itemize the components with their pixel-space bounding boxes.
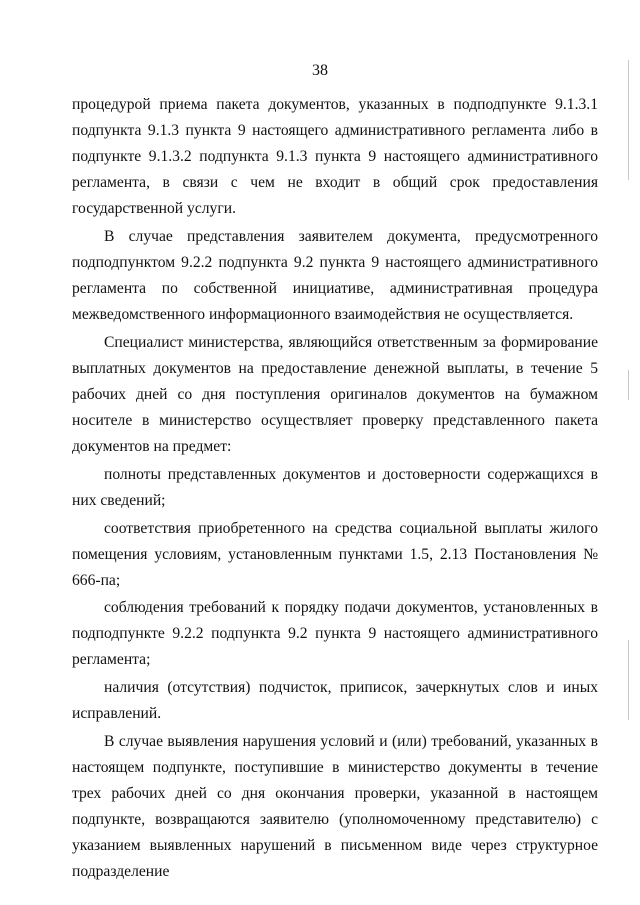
paragraph-self-initiative: В случае представления заявителем документа, предусмотренного подподпунктом 9.2.2 подпункта 9.2 пункта 9 настоящего административного регламента по собственной инициативе, административная процедура межведомственного информационного взаимодействия не осуществляется. [72, 227, 598, 324]
page-number: 38 [312, 62, 328, 79]
list-item-completeness: полноты представленных документов и достоверности содержащихся в них сведений; [72, 465, 598, 509]
scan-edge-mark [628, 640, 629, 720]
list-item-housing-conformity: соответствия приобретенного на средства социальной выплаты жилого помещения условиям, установленным пунктами 1.5, 2.13 Постановления № 666-па; [72, 519, 598, 589]
list-item-submission-requirements: соблюдения требований к порядку подачи документов, установленных в подподпункте 9.2.2 подпункта 9.2 пункта 9 настоящего административного регламента; [72, 599, 598, 669]
paragraph-violations-return: В случае выявления нарушения условий и (или) требований, указанных в настоящем подпункте, поступившие в министерство документы в течение трех рабочих дней со дня окончания проверки, указанной в настоящем подпункте, возвращаются заявителю (уполномоченному представителю) с указанием выявленных нарушений в письменном виде через структурное подразделение [72, 732, 598, 881]
paragraph-continuation: процедурой приема пакета документов, указанных в подподпункте 9.1.3.1 подпункта 9.1.3 пункта 9 настоящего административного регламента либо в подпункте 9.1.3.2 подпункта 9.1.3 пункта 9 настоящего административного регламента, в связи с чем не входит в общий срок предоставления государственной услуги. [72, 96, 598, 218]
document-body [72, 92, 598, 887]
scan-edge-mark [628, 370, 629, 400]
list-item-corrections: наличия (отсутствия) подчисток, приписок, зачеркнутых слов и иных исправлений. [72, 679, 598, 723]
scan-edge-mark [628, 60, 629, 180]
paragraph-specialist-check: Специалист министерства, являющийся ответственным за формирование выплатных документов на предоставление денежной выплаты, в течение 5 рабочих дней со дня поступления оригиналов документов на бумажном носителе в министерство осуществляет проверку представленного пакета документов на предмет: [72, 333, 598, 456]
